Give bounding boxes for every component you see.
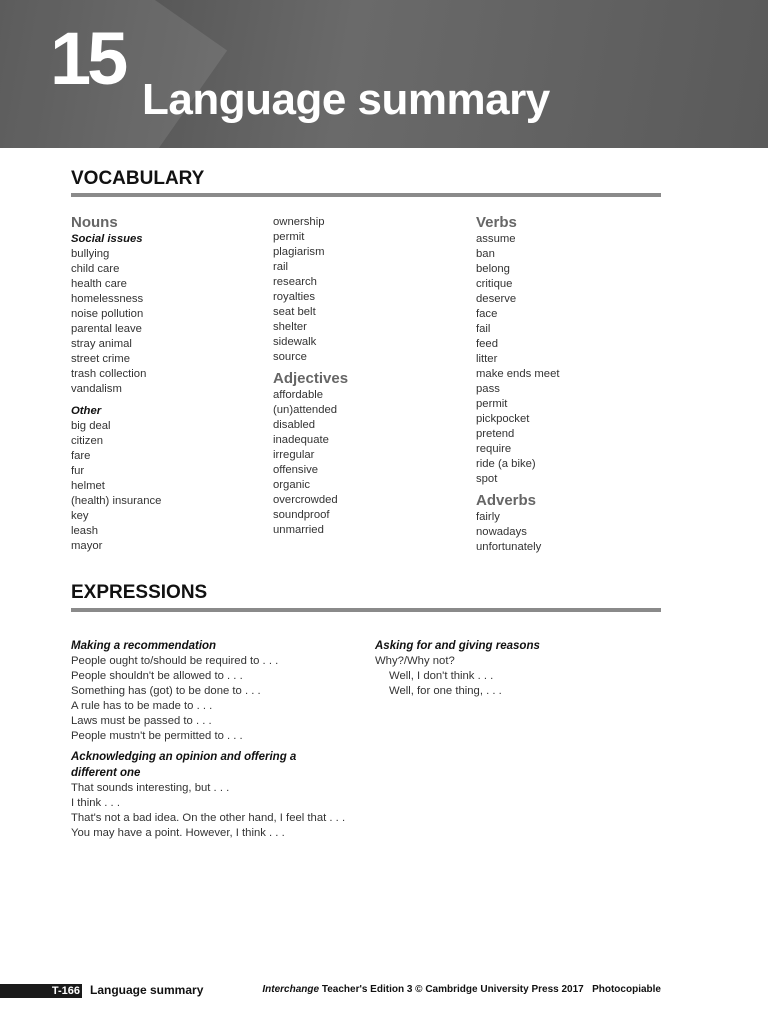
list-item: key bbox=[71, 510, 89, 522]
expression-line: That's not a bad idea. On the other hand, I feel that . . . bbox=[71, 812, 346, 824]
list-item: vandalism bbox=[71, 383, 122, 395]
expression-line: People ought to/should be required to . . . bbox=[71, 655, 279, 667]
list-item: irregular bbox=[273, 449, 315, 461]
list-item: unfortunately bbox=[476, 541, 542, 553]
acknowledging-label-line2: different one bbox=[71, 767, 141, 779]
photocopiable-label: Photocopiable bbox=[592, 984, 661, 995]
list-item: stray animal bbox=[71, 338, 132, 350]
adjectives-label: Adjectives bbox=[273, 370, 349, 387]
list-item: assume bbox=[476, 233, 516, 245]
credit-text: Teacher's Edition 3 © Cambridge University Press 2017 bbox=[319, 984, 584, 995]
footer-credit bbox=[262, 984, 661, 995]
expression-line: A rule has to be made to . . . bbox=[71, 700, 213, 712]
adverbs-list bbox=[476, 510, 666, 555]
vocab-column-3 bbox=[476, 214, 666, 555]
list-item: bullying bbox=[71, 248, 110, 260]
list-item: big deal bbox=[71, 420, 111, 432]
list-item: leash bbox=[71, 525, 99, 537]
list-item: trash collection bbox=[71, 368, 147, 380]
list-item: overcrowded bbox=[273, 494, 338, 506]
unit-banner bbox=[0, 0, 768, 148]
list-item: source bbox=[273, 351, 307, 363]
list-item: child care bbox=[71, 263, 120, 275]
expression-line: Laws must be passed to . . . bbox=[71, 715, 212, 727]
list-item: spot bbox=[476, 473, 498, 485]
expression-line: Well, I don't think . . . bbox=[389, 670, 494, 682]
expression-line: I think . . . bbox=[71, 797, 120, 809]
expression-line: Something has (got) to be done to . . . bbox=[71, 685, 261, 697]
other-list bbox=[71, 419, 261, 554]
list-item: nowadays bbox=[476, 526, 527, 538]
list-item: (un)attended bbox=[273, 404, 338, 416]
nouns-label: Nouns bbox=[71, 214, 118, 231]
list-item: belong bbox=[476, 263, 510, 275]
expressions-heading: EXPRESSIONS bbox=[71, 582, 208, 603]
adverbs-label: Adverbs bbox=[476, 492, 537, 509]
list-item: homelessness bbox=[71, 293, 144, 305]
list-item: royalties bbox=[273, 291, 316, 303]
vocab-column-1 bbox=[71, 214, 261, 554]
expressions-column-1 bbox=[71, 638, 371, 841]
expression-line: That sounds interesting, but . . . bbox=[71, 782, 230, 794]
social-issues-label: Social issues bbox=[71, 233, 143, 245]
list-item: permit bbox=[476, 398, 508, 410]
list-item: citizen bbox=[71, 435, 104, 447]
expression-line: Why?/Why not? bbox=[375, 655, 455, 667]
list-item: litter bbox=[476, 353, 498, 365]
list-item: mayor bbox=[71, 540, 103, 552]
expression-line: You may have a point. However, I think . . . bbox=[71, 827, 285, 839]
list-item: pretend bbox=[476, 428, 515, 440]
expressions-column-2 bbox=[375, 638, 655, 699]
adjectives-list bbox=[273, 388, 463, 538]
list-item: pickpocket bbox=[476, 413, 530, 425]
list-item: fare bbox=[71, 450, 91, 462]
list-item: shelter bbox=[273, 321, 307, 333]
list-item: disabled bbox=[273, 419, 316, 431]
unit-number: 15 bbox=[50, 17, 125, 100]
expressions-divider bbox=[71, 608, 661, 612]
list-item: offensive bbox=[273, 464, 319, 476]
list-item: ride (a bike) bbox=[476, 458, 536, 470]
list-item: pass bbox=[476, 383, 500, 395]
expression-line: People shouldn't be allowed to . . . bbox=[71, 670, 243, 682]
reasons-label: Asking for and giving reasons bbox=[375, 640, 540, 652]
book-title: Interchange bbox=[262, 984, 320, 995]
list-item: require bbox=[476, 443, 512, 455]
list-item: rail bbox=[273, 261, 289, 273]
expression-line: People mustn't be permitted to . . . bbox=[71, 730, 243, 742]
list-item: sidewalk bbox=[273, 336, 317, 348]
footer-title: Language summary bbox=[90, 983, 204, 997]
social-issues-list bbox=[71, 247, 261, 397]
list-item: ownership bbox=[273, 216, 325, 228]
page-title: Language summary bbox=[142, 75, 550, 124]
vocabulary-heading: VOCABULARY bbox=[71, 168, 205, 189]
page-number: T-166 bbox=[0, 984, 82, 998]
other-label: Other bbox=[71, 405, 102, 417]
list-item: fail bbox=[476, 323, 491, 335]
list-item: deserve bbox=[476, 293, 517, 305]
acknowledging-label-line1: Acknowledging an opinion and offering a bbox=[71, 751, 297, 763]
list-item: (health) insurance bbox=[71, 495, 162, 507]
verbs-list bbox=[476, 232, 666, 487]
list-item: soundproof bbox=[273, 509, 330, 521]
nouns-continued-list bbox=[273, 215, 463, 365]
vocabulary-divider bbox=[71, 193, 661, 197]
list-item: fur bbox=[71, 465, 85, 477]
list-item: unmarried bbox=[273, 524, 324, 536]
list-item: health care bbox=[71, 278, 127, 290]
list-item: face bbox=[476, 308, 498, 320]
expression-line: Well, for one thing, . . . bbox=[389, 685, 502, 697]
list-item: research bbox=[273, 276, 317, 288]
list-item: plagiarism bbox=[273, 246, 325, 258]
list-item: make ends meet bbox=[476, 368, 560, 380]
list-item: ban bbox=[476, 248, 495, 260]
list-item: street crime bbox=[71, 353, 131, 365]
list-item: affordable bbox=[273, 389, 324, 401]
list-item: permit bbox=[273, 231, 305, 243]
list-item: fairly bbox=[476, 511, 500, 523]
spacer bbox=[71, 397, 261, 404]
list-item: organic bbox=[273, 479, 311, 491]
list-item: critique bbox=[476, 278, 513, 290]
recommendation-label: Making a recommendation bbox=[71, 640, 217, 652]
list-item: feed bbox=[476, 338, 498, 350]
vocab-column-2 bbox=[273, 215, 463, 538]
list-item: noise pollution bbox=[71, 308, 144, 320]
page-footer bbox=[0, 982, 768, 1000]
verbs-label: Verbs bbox=[476, 214, 517, 231]
list-item: helmet bbox=[71, 480, 105, 492]
list-item: inadequate bbox=[273, 434, 329, 446]
list-item: seat belt bbox=[273, 306, 316, 318]
list-item: parental leave bbox=[71, 323, 142, 335]
